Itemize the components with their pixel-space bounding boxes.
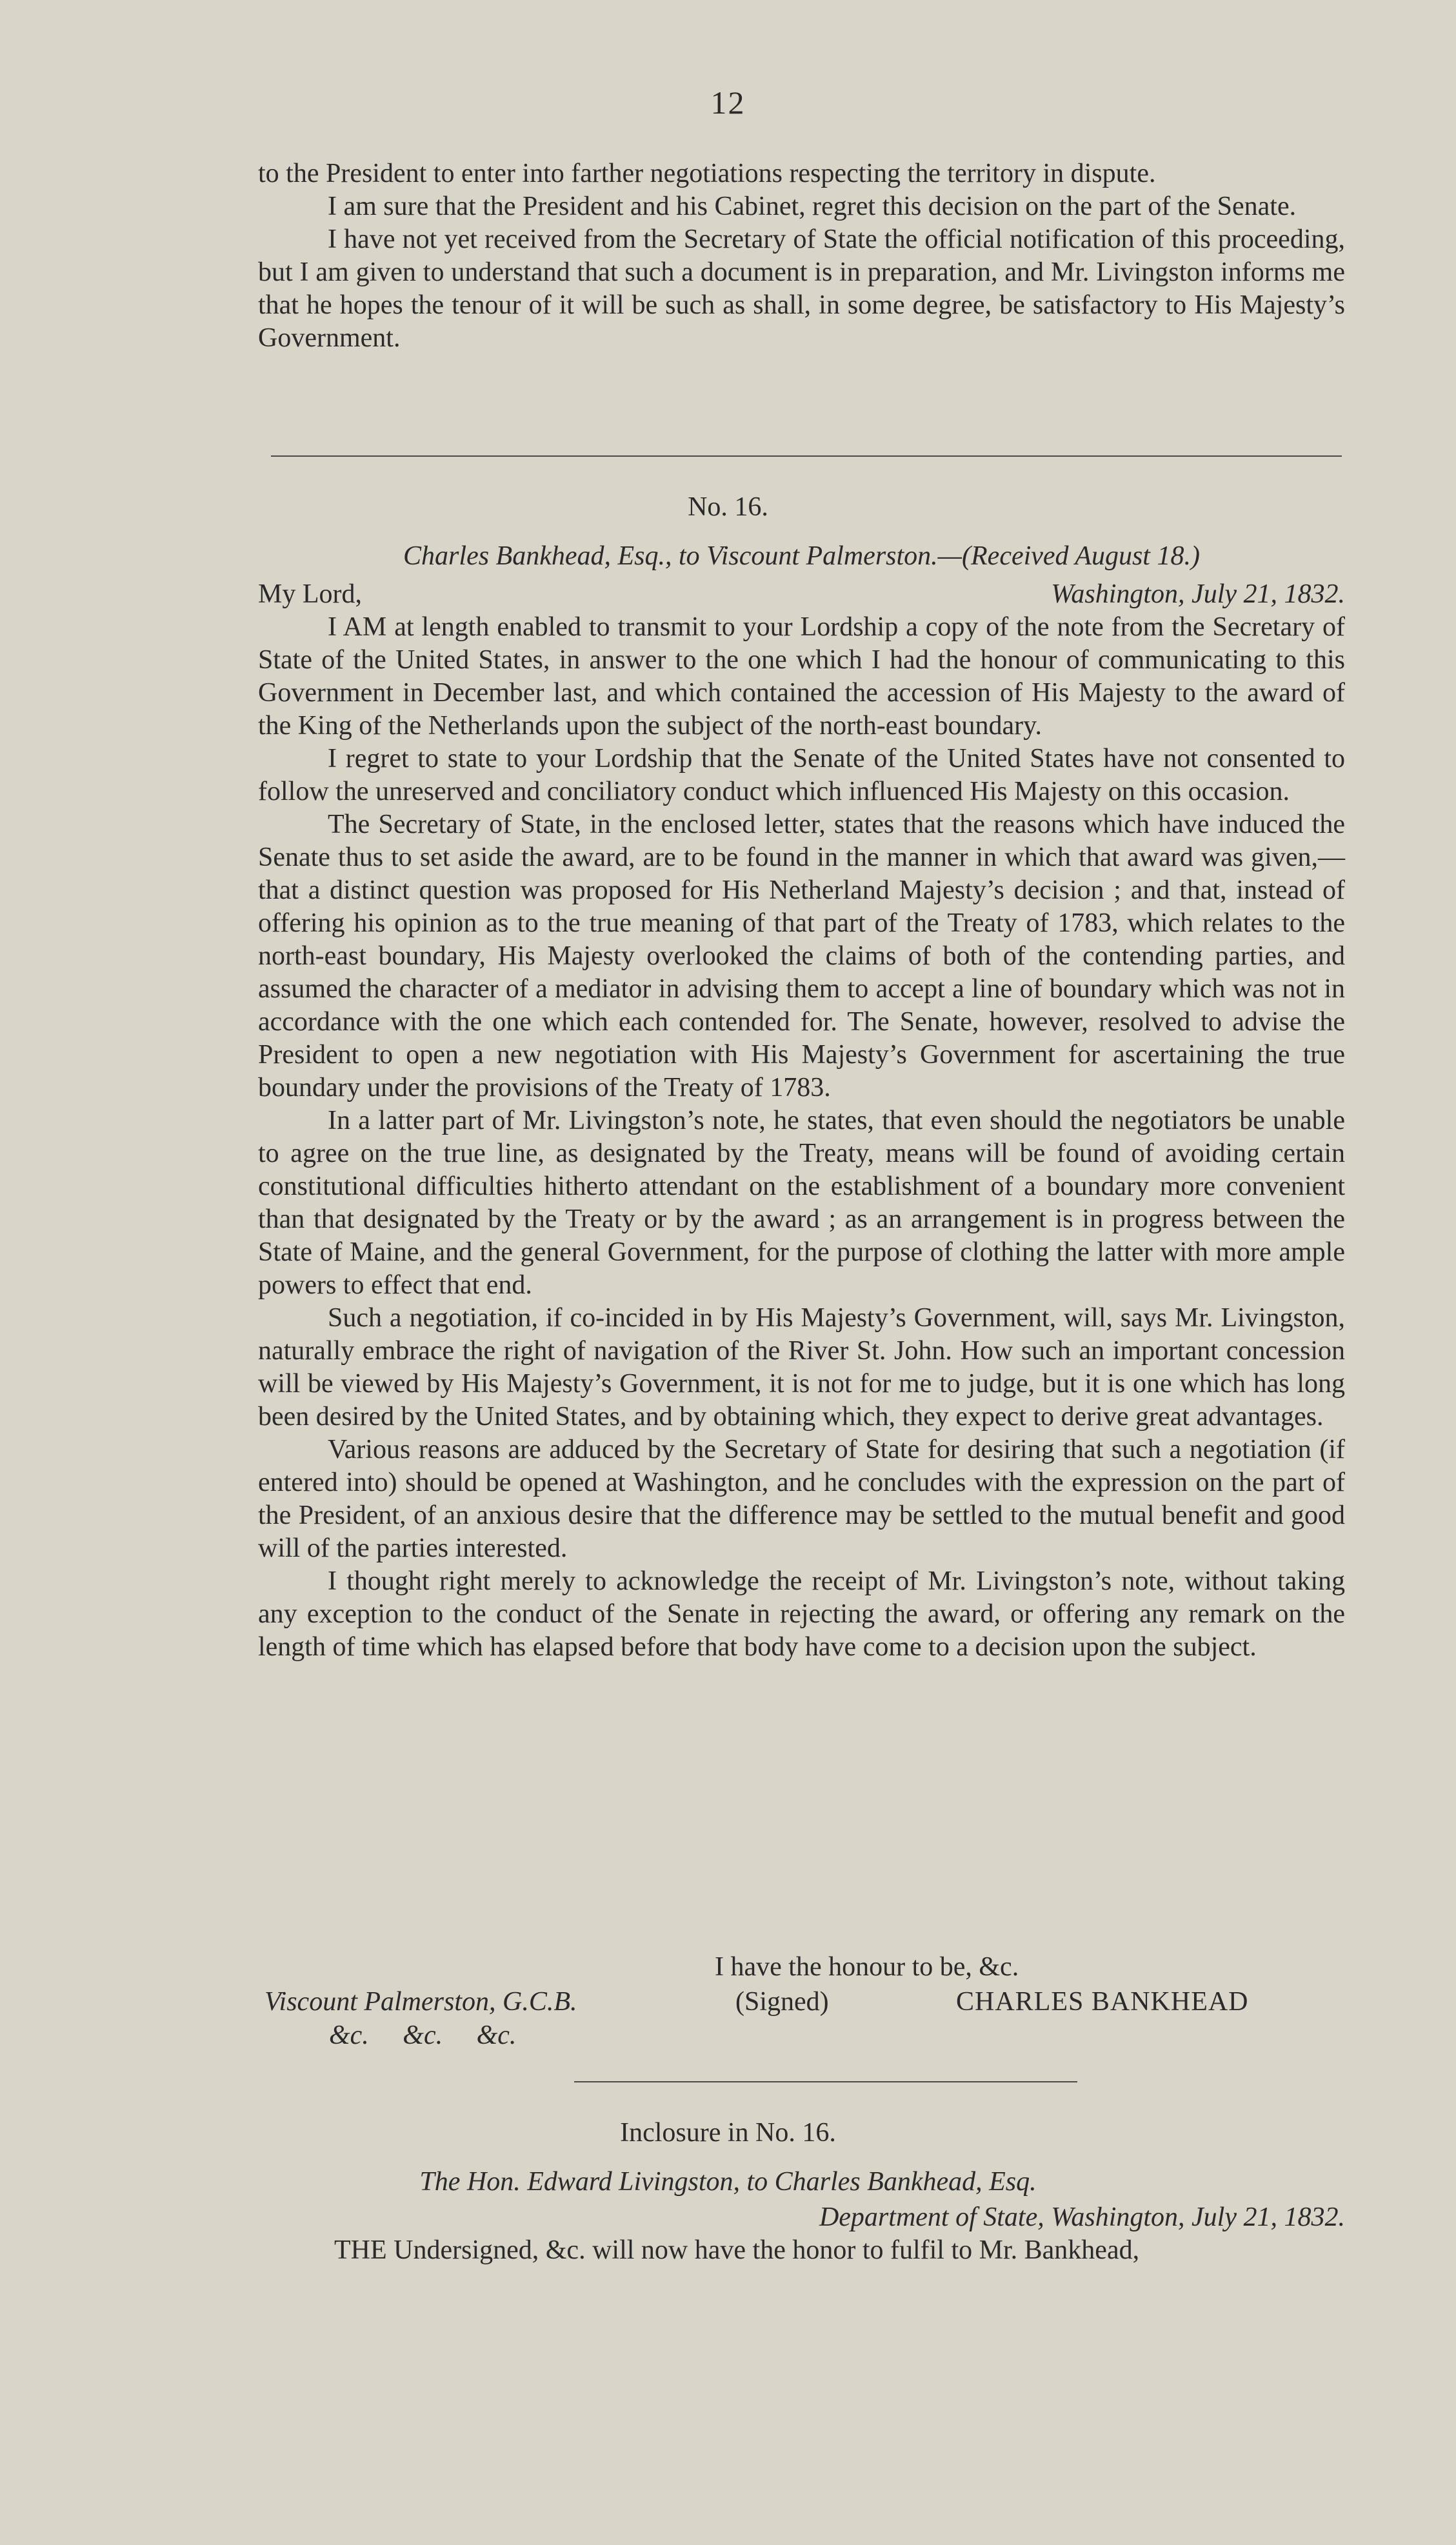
paragraph: I have not yet received from the Secretary of State the official notification of this proceeding, but I am given to understand that such a document is in preparation, and Mr. Livingston informs me that he hopes the tenour of it will be such as shall, in some degree, be satisfactory to His Majesty’s Government.	[258, 225, 1345, 353]
inclosure-dateline: Department of State, Washington, July 21, 1832.	[819, 2202, 1345, 2232]
paragraph: THE Undersigned, &c. will now have the honor to fulfil to Mr. Bankhead,	[334, 2235, 1140, 2265]
salutation: My Lord,	[258, 579, 362, 609]
paragraph: I AM at length enabled to transmit to your Lordship a copy of the note from the Secretary of State of the United States, in answer to the one which I had the honour of communicating to this Government in December last, and which contained the accession of His Majesty to the award of the King of the Netherlands upon the subject of the north-east boundary.	[258, 612, 1345, 741]
paragraph: I am sure that the President and his Cabinet, regret this decision on the part of the Senate.	[328, 192, 1297, 221]
letter-body	[258, 578, 1345, 1664]
paragraph: The Secretary of State, in the enclosed letter, states that the reasons which have induced the Senate thus to set aside the award, are to be found in the manner in which that award was given,—that a distinct question was proposed for His Netherland Majesty’s decision ; and that, instead of offering his opinion as to the true meaning of that part of the Treaty of 1783, which relates to the north-east boundary, His Majesty overlooked the claims of both of the contending parties, and assumed the character of a mediator in advising them to accept a line of boundary which was not in accordance with the one which each contended for. The Senate, however, resolved to advise the President to open a new negotiation with His Majesty’s Government for ascertaining the true boundary under the provisions of the Treaty of 1783.	[258, 810, 1345, 1103]
paragraph: I regret to state to your Lordship that the Senate of the United States have not consented to follow the unreserved and conciliatory conduct which influenced His Majesty on this occasion.	[258, 744, 1345, 806]
section-divider	[574, 2081, 1077, 2082]
paragraph: In a latter part of Mr. Livingston’s note, he states, that even should the negotiators be unable to agree on the true line, as designated by the Treaty, means will be found of avoiding certain constitutional difficulties hitherto attendant on the establishment of a boundary more convenient than that designated by the Treaty or by the award ; as an arrangement is in progress between the State of Maine, and the general Government, for the purpose of clothing the latter with more ample powers to effect that end.	[258, 1106, 1345, 1300]
inclosure-heading: The Hon. Edward Livingston, to Charles Bankhead, Esq.	[419, 2167, 1037, 2197]
section-divider	[271, 455, 1342, 457]
continued-letter-text	[258, 157, 1345, 355]
paragraph: I thought right merely to acknowledge the receipt of Mr. Livingston’s note, without taking any exception to the conduct of the Senate in rejecting the award, or offering any remark on the length of time which has elapsed before that body have come to a decision upon the subject.	[258, 1566, 1345, 1662]
inclosure-body	[258, 2201, 1345, 2267]
paragraph: to the President to enter into farther negotiations respecting the territory in dispute.	[258, 159, 1156, 188]
paragraph: Such a negotiation, if co-incided in by His Majesty’s Government, will, says Mr. Livingston, naturally embrace the right of navigation of the River St. John. How such an important concession will be viewed by His Majesty’s Government, it is not for me to judge, but it is one which has long been desired by the United States, and by obtaining which, they expect to derive great advantages.	[258, 1303, 1345, 1432]
signed-label: (Signed)	[735, 1987, 829, 2017]
addressee-etc: &c. &c. &c.	[329, 2021, 517, 2050]
document-number: No. 16.	[688, 492, 768, 522]
dateline: Washington, July 21, 1832.	[1051, 579, 1345, 609]
salutation-row	[258, 578, 1345, 611]
paragraph: Various reasons are adduced by the Secretary of State for desiring that such a negotiation (if entered into) should be opened at Washington, and he concludes with the expression on the part of the President, of an anxious desire that the difference may be settled to the mutual benefit and good will of the parties interested.	[258, 1435, 1345, 1563]
addressee: Viscount Palmerston, G.C.B.	[264, 1987, 577, 2017]
inclosure-title: Inclosure in No. 16.	[620, 2118, 836, 2148]
closing-formula: I have the honour to be, &c.	[715, 1952, 1019, 1982]
page-number: 12	[710, 85, 746, 121]
signatory: CHARLES BANKHEAD	[956, 1987, 1249, 2017]
document-heading: Charles Bankhead, Esq., to Viscount Palmerston.—(Received August 18.)	[403, 541, 1200, 571]
